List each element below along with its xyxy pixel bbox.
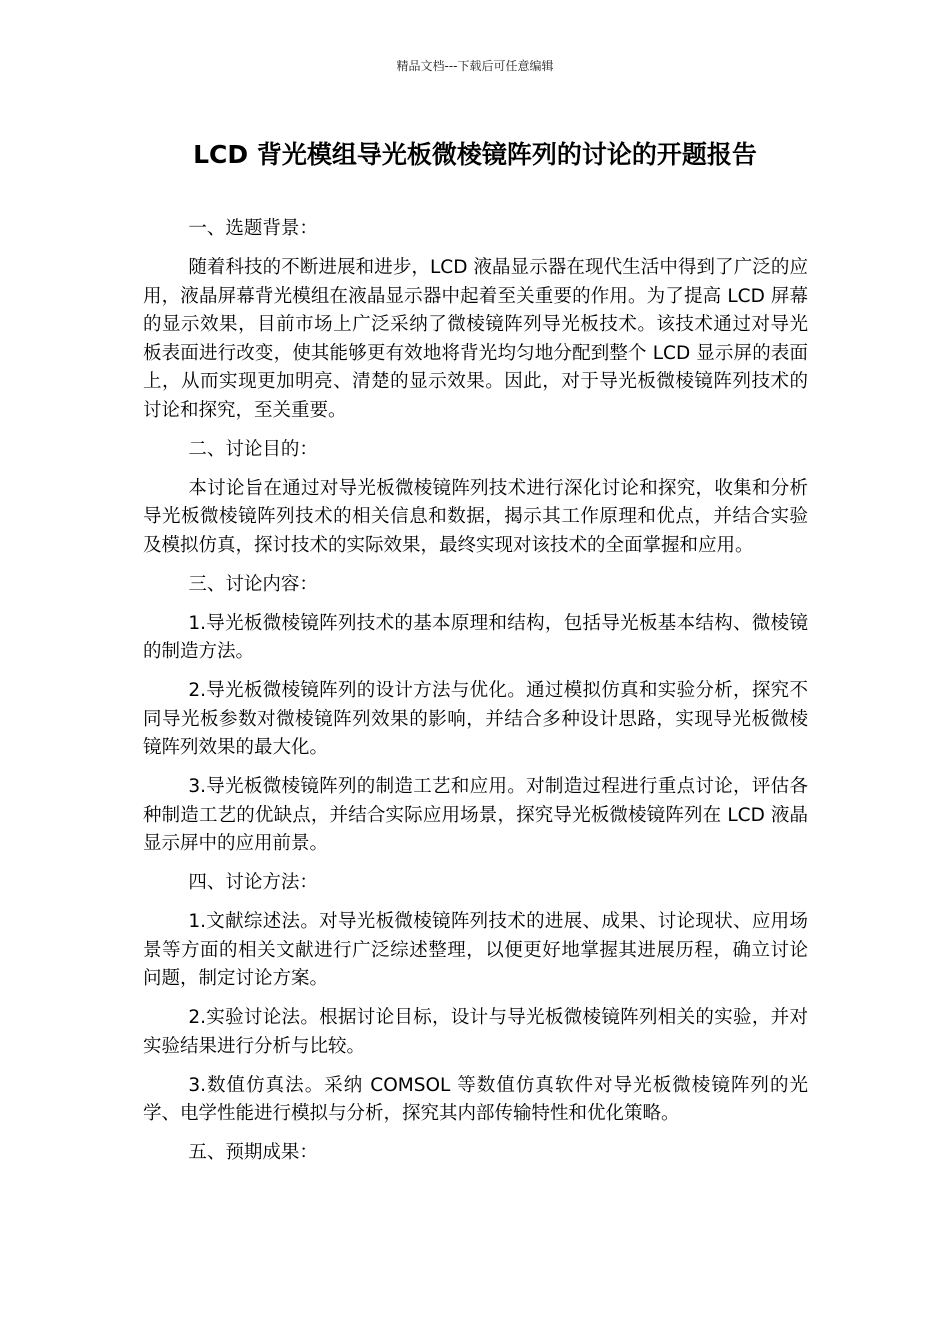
section-heading-purpose: 二、讨论目的： <box>188 438 318 460</box>
paragraph-background: 随着科技的不断进展和进步，LCD 液晶显示器在现代生活中得到了广泛的应用，液晶屏幕背光模组在液晶显示器中起着至关重要的作用。为了提高 LCD 屏幕的显示效果，目前市场上广泛采纳了微棱镜阵列导光板技术。该技术通过对导光板表面进行改变，使其能够更有效地将背光均匀地分配到整个 LCD 显示屏的表面上，从而实现更加明亮、清楚的显示效果。因此，对于导光板微棱镜阵列技术的讨论和探究，至关重要。 <box>143 257 808 421</box>
list-item-content-1: 1.导光板微棱镜阵列技术的基本原理和结构，包括导光板基本结构、微棱镜的制造方法。 <box>143 612 808 662</box>
header-note: 精品文档---下载后可任意编辑 <box>396 59 554 73</box>
list-item-content-3: 3.导光板微棱镜阵列的制造工艺和应用。对制造过程进行重点讨论，评估各种制造工艺的优缺点，并结合实际应用场景，探究导光板微棱镜阵列在 LCD 液晶显示屏中的应用前景。 <box>143 776 808 854</box>
section-heading-background: 一、选题背景： <box>188 218 318 239</box>
list-item-content-2: 2.导光板微棱镜阵列的设计方法与优化。通过模拟仿真和实验分析，探究不同导光板参数对微棱镜阵列效果的影响，并结合多种设计思路，实现导光板微棱镜阵列效果的最大化。 <box>143 680 808 758</box>
list-item-method-1: 1.文献综述法。对导光板微棱镜阵列技术的进展、成果、讨论现状、应用场景等方面的相关文献进行广泛综述整理，以便更好地掌握其进展历程，确立讨论问题，制定讨论方案。 <box>143 911 808 989</box>
list-item-method-2: 2.实验讨论法。根据讨论目标，设计与导光板微棱镜阵列相关的实验，并对实验结果进行分析与比较。 <box>143 1007 808 1057</box>
list-item-method-3: 3.数值仿真法。采纳 COMSOL 等数值仿真软件对导光板微棱镜阵列的光学、电学性能进行模拟与分析，探究其内部传输特性和优化策略。 <box>143 1074 808 1124</box>
paragraph-purpose: 本讨论旨在通过对导光板微棱镜阵列技术进行深化讨论和探究，收集和分析导光板微棱镜阵列技术的相关信息和数据，揭示其工作原理和优点，并结合实验及模拟仿真，探讨技术的实际效果，最终实现对该技术的全面掌握和应用。 <box>143 477 808 556</box>
section-heading-outcome: 五、预期成果： <box>188 1142 318 1163</box>
document-title: LCD 背光模组导光板微棱镜阵列的讨论的开题报告 <box>193 140 757 169</box>
document-body <box>143 215 808 1178</box>
section-heading-content: 三、讨论内容： <box>188 573 318 595</box>
section-heading-method: 四、讨论方法： <box>188 872 318 893</box>
